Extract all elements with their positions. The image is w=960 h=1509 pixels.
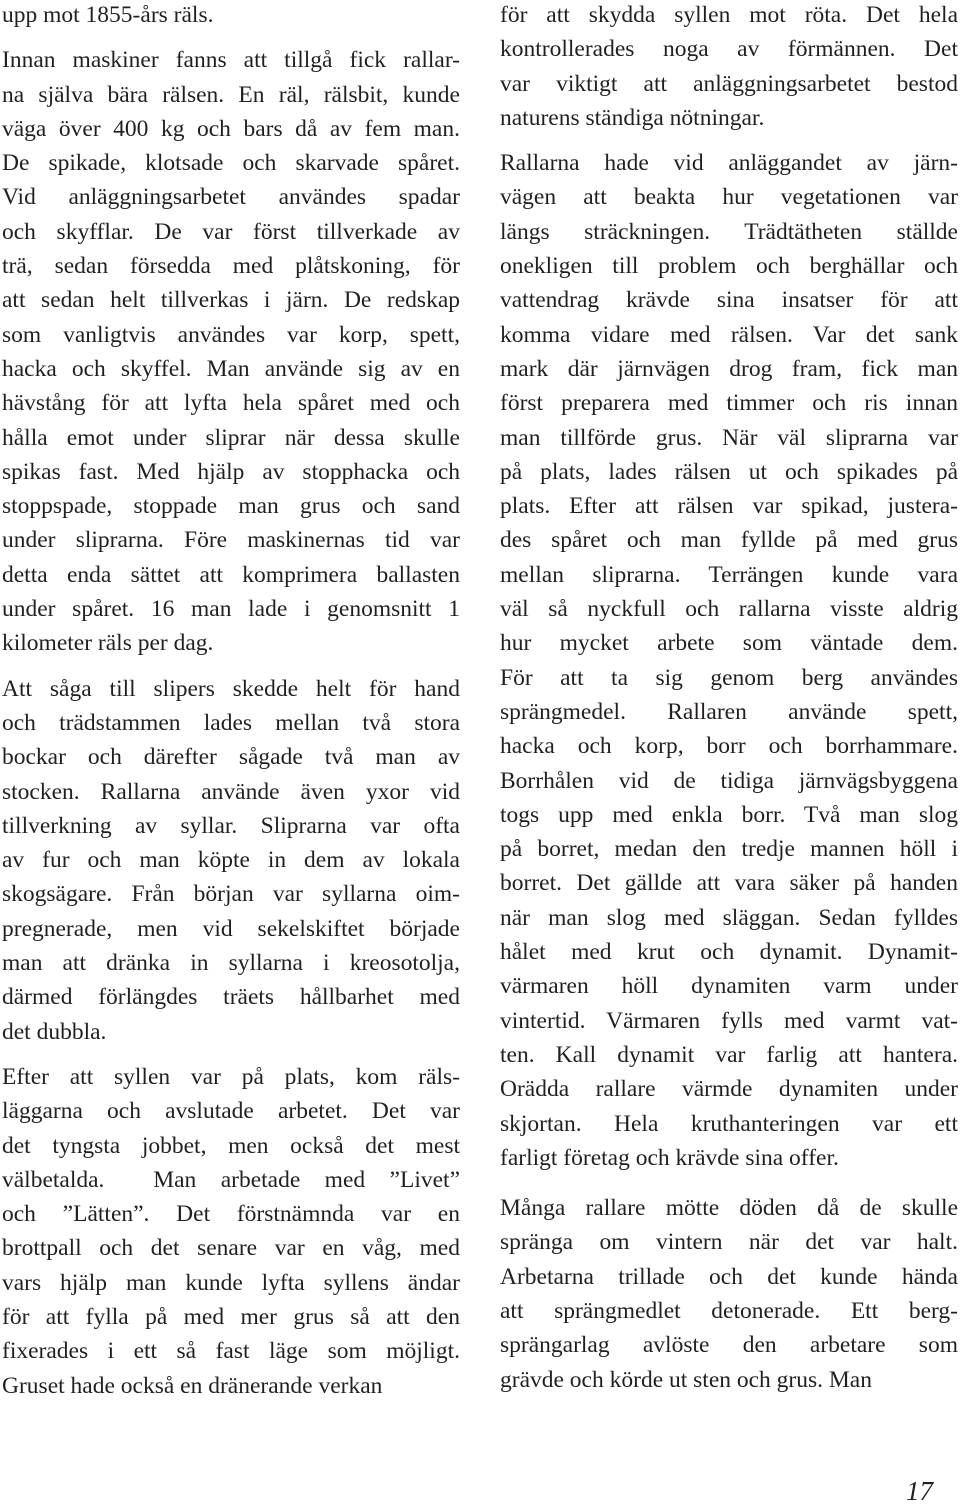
text-line: Arbetarna trillade och det kunde hända	[500, 1263, 958, 1290]
text-line: väl så nyckfull och rallarna visste aldrig	[500, 596, 958, 623]
text-line: Att såga till slipers skedde helt för hand	[2, 675, 460, 702]
text-line: fixerades i ett så fast läge som möjligt.	[2, 1338, 460, 1365]
text-line: för att fylla på med mer grus så att den	[2, 1303, 460, 1330]
text-line: pregnerade, men vid sekelskiftet började	[2, 915, 460, 942]
paragraph	[500, 1191, 958, 1397]
text-line: som vanligtvis användes var korp, spett,	[2, 321, 460, 348]
text-line: under spåret. 16 man lade i genomsnitt 1	[2, 596, 460, 623]
paragraph	[2, 672, 460, 1049]
text-line: skogsägare. Från början var syllarna oim-	[2, 881, 460, 908]
text-line: upp mot 1855-års räls.	[2, 2, 214, 28]
text-line: stocken. Rallarna använde även yxor vid	[2, 778, 460, 805]
text-line: och ”Lätten”. Det förstnämnda var en	[2, 1201, 460, 1228]
text-line: Vid anläggningsarbetet användes spadar	[2, 184, 460, 211]
text-line: komma vidare med rälsen. Var det sank	[500, 321, 958, 348]
text-line: spränga om vintern när det var halt.	[500, 1229, 958, 1256]
text-line: var viktigt att anläggningsarbetet bestod	[500, 70, 958, 97]
text-line: ten. Kall dynamit var farlig att hantera.	[500, 1041, 958, 1068]
text-line: därmed förlängdes träets hållbarhet med	[2, 984, 460, 1011]
paragraph	[500, 0, 958, 135]
paragraph	[2, 1060, 460, 1403]
text-line: kilometer räls per dag.	[2, 630, 214, 657]
text-line: läggarna och avslutade arbetet. Det var	[2, 1098, 460, 1125]
text-line: man tillförde grus. När väl sliprarna var	[500, 424, 958, 451]
text-line: sprängmedel. Rallaren använde spett,	[500, 698, 958, 725]
text-line: när man slog med släggan. Sedan fylldes	[500, 904, 958, 931]
text-line: detta enda sättet att komprimera ballasten	[2, 561, 460, 588]
text-line: För att ta sig genom berg användes	[500, 664, 958, 691]
text-line: sprängarlag avlöste den arbetare som	[500, 1332, 958, 1359]
text-line: des spåret och man fyllde på med grus	[500, 527, 958, 554]
text-line: hur mycket arbete som väntade dem.	[500, 630, 958, 657]
text-line: trä, sedan försedda med plåtskoning, för	[2, 253, 460, 280]
text-line: hävstång för att lyfta hela spåret med och	[2, 390, 460, 417]
text-line: vattendrag krävde sina insatser för att	[500, 287, 958, 314]
text-line: det dubbla.	[2, 1018, 107, 1045]
text-line: bockar och därefter sågade två man av	[2, 744, 460, 771]
text-line: Gruset hade också en dränerande verkan	[2, 1372, 383, 1399]
text-line: farligt företag och krävde sina offer.	[500, 1144, 839, 1171]
text-line: hacka och skyffel. Man använde sig av en	[2, 355, 460, 382]
text-line: vintertid. Värmaren fylls med varmt vat-	[500, 1007, 958, 1034]
text-line: borret. Det gällde att vara säker på handen	[500, 870, 958, 897]
text-line: plats. Efter att rälsen var spikad, justera-	[500, 493, 958, 520]
text-line: brottpall och det senare var en våg, med	[2, 1235, 460, 1262]
text-line: vägen att beakta hur vegetationen var	[500, 184, 958, 211]
text-line: att sprängmedlet detonerade. Ett berg-	[500, 1297, 958, 1324]
text-line: Efter att syllen var på plats, kom räls-	[2, 1063, 460, 1090]
text-line: Innan maskiner fanns att tillgå fick rallar-	[2, 47, 460, 74]
text-line: under sliprarna. Före maskinernas tid var	[2, 527, 460, 554]
text-line: skjortan. Hela kruthanteringen var ett	[500, 1110, 958, 1137]
text-line: Många rallare mötte döden då de skulle	[500, 1195, 958, 1222]
text-line: mark där järnvägen drog fram, fick man	[500, 355, 958, 382]
text-line: och trädstammen lades mellan två stora	[2, 709, 460, 736]
text-line: stoppspade, stoppade man grus och sand	[2, 493, 460, 520]
left-text-column	[2, 0, 460, 1403]
text-line: på plats, lades rälsen ut och spikades på	[500, 458, 958, 485]
text-line: välbetalda. Man arbetade med ”Livet”	[2, 1166, 460, 1193]
text-line: Rallarna hade vid anläggandet av järn-	[500, 150, 958, 177]
paragraph	[500, 146, 958, 1175]
text-line: hålla emot under sliprar när dessa skulle	[2, 424, 460, 451]
text-line: De spikade, klotsade och skarvade spåret.	[2, 150, 460, 177]
page-number: 17	[906, 1476, 933, 1506]
text-line: väga över 400 kg och bars då av fem man.	[2, 115, 460, 142]
text-line: vars hjälp man kunde lyfta syllens ändar	[2, 1269, 460, 1296]
paragraph	[2, 43, 460, 660]
text-line: Orädda rallare värmde dynamiten under	[500, 1076, 958, 1103]
text-line: längs sträckningen. Trädtätheten ställde	[500, 218, 958, 245]
text-line: spikas fast. Med hjälp av stopphacka och	[2, 458, 460, 485]
text-line: onekligen till problem och berghällar och	[500, 253, 958, 280]
text-line: först preparera med timmer och ris innan	[500, 390, 958, 417]
text-line: na själva bära rälsen. En räl, rälsbit, kunde	[2, 81, 460, 108]
text-line: Borrhålen vid de tidiga järnvägsbyggena	[500, 767, 958, 794]
text-line: att sedan helt tillverkas i järn. De redskap	[2, 287, 460, 314]
text-line: hålet med krut och dynamit. Dynamit-	[500, 939, 958, 966]
text-line: grävde och körde ut sten och grus. Man	[500, 1366, 872, 1393]
text-line: och skyfflar. De var först tillverkade av	[2, 218, 460, 245]
text-line: på borret, medan den tredje mannen höll i	[500, 836, 958, 863]
text-line: tillverkning av syllar. Sliprarna var ofta	[2, 812, 460, 839]
text-line: man att dränka in syllarna i kreosotolja,	[2, 950, 460, 977]
text-line: hacka och korp, borr och borrhammare.	[500, 733, 958, 760]
text-line: kontrollerades noga av förmännen. Det	[500, 36, 958, 63]
text-line: värmaren höll dynamiten varm under	[500, 973, 958, 1000]
text-line: mellan sliprarna. Terrängen kunde vara	[500, 561, 958, 588]
right-text-column	[500, 0, 958, 1397]
text-line: det tyngsta jobbet, men också det mest	[2, 1132, 460, 1159]
text-line: togs upp med enkla borr. Två man slog	[500, 801, 958, 828]
text-line: naturens ständiga nötningar.	[500, 104, 765, 131]
text-line: för att skydda syllen mot röta. Det hela	[500, 2, 958, 28]
paragraph	[2, 0, 460, 32]
text-line: av fur och man köpte in dem av lokala	[2, 847, 460, 874]
